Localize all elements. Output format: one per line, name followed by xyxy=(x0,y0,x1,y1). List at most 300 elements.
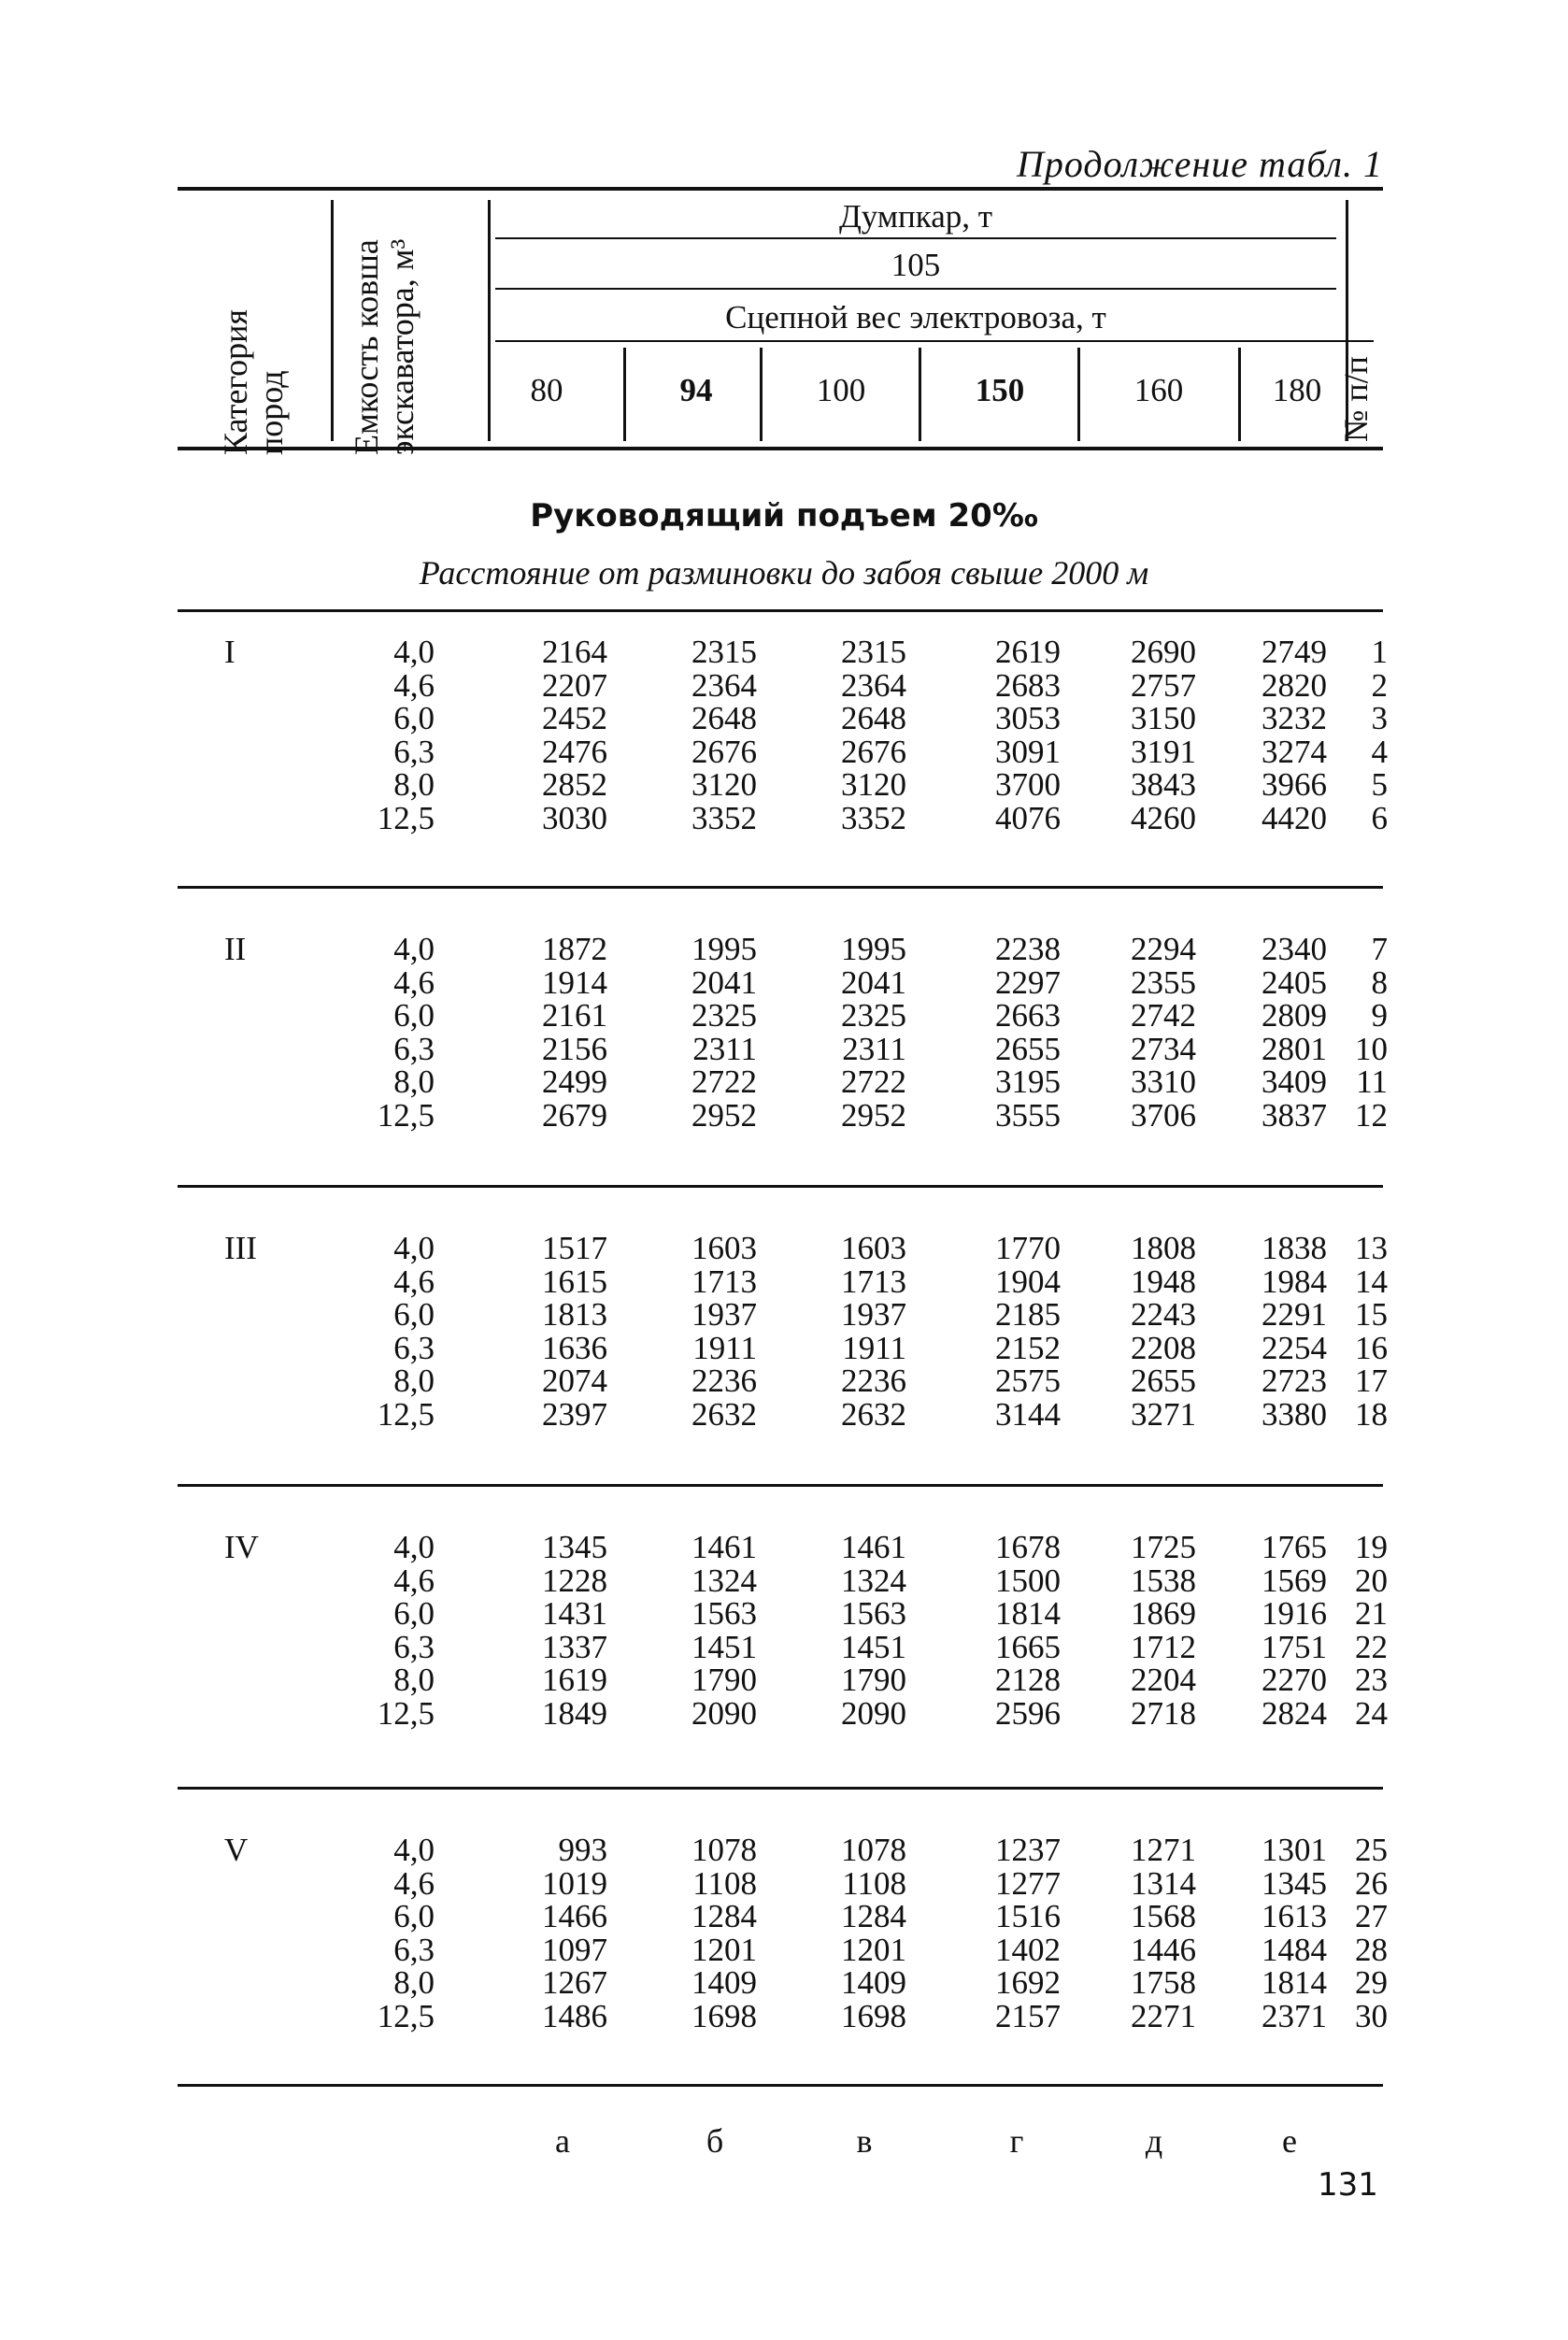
cell-b: 1078 xyxy=(691,1832,757,1868)
cell-g: 1904 xyxy=(995,1263,1061,1300)
cell-v: 1201 xyxy=(841,1932,906,1968)
cell-e: 1984 xyxy=(1262,1263,1327,1300)
table-row xyxy=(0,1966,1568,2000)
cell-a: 2207 xyxy=(542,667,607,704)
bucket-capacity: 6,0 xyxy=(393,700,435,736)
cell-b: 2311 xyxy=(692,1031,757,1067)
cell-e: 3837 xyxy=(1262,1097,1327,1134)
row-number: 14 xyxy=(1355,1263,1388,1300)
bucket-capacity: 4,6 xyxy=(393,964,435,1001)
table-row xyxy=(0,1531,1568,1564)
row-number-header xyxy=(1339,339,1380,442)
section-title: Руководящий подъем 20‰ xyxy=(530,497,1038,535)
cell-v: 1461 xyxy=(841,1529,906,1565)
weight-160: 160 xyxy=(1133,372,1184,408)
table-row xyxy=(0,1265,1568,1299)
column-letter-e: е xyxy=(1282,2122,1297,2160)
cell-a: 1097 xyxy=(542,1932,607,1968)
cell-b: 1563 xyxy=(691,1595,757,1632)
cell-e: 3966 xyxy=(1262,766,1327,803)
cell-a: 1228 xyxy=(542,1562,607,1599)
table-row xyxy=(0,635,1568,669)
row-number: 16 xyxy=(1355,1330,1388,1366)
category-label: V xyxy=(224,1832,249,1868)
cell-d: 2271 xyxy=(1131,1998,1196,2034)
cell-b: 3352 xyxy=(691,800,757,836)
cell-e: 3232 xyxy=(1262,700,1327,736)
bucket-capacity: 4,0 xyxy=(393,634,435,670)
cell-v: 1409 xyxy=(841,1964,906,2001)
cell-g: 2238 xyxy=(995,931,1061,967)
row-number: 21 xyxy=(1355,1595,1388,1632)
continuation-title: Продолжение табл. 1 xyxy=(1016,143,1383,185)
bucket-capacity: 8,0 xyxy=(393,1063,435,1100)
cell-v: 1108 xyxy=(842,1865,906,1902)
cell-e: 2254 xyxy=(1262,1330,1327,1366)
bucket-capacity: 6,3 xyxy=(393,1330,435,1366)
cell-d: 3706 xyxy=(1131,1097,1196,1134)
cell-d: 2718 xyxy=(1131,1695,1196,1732)
row-number: 8 xyxy=(1371,964,1388,1001)
cell-v: 1603 xyxy=(841,1230,906,1266)
column-letter-b: б xyxy=(706,2122,724,2160)
table-row xyxy=(0,669,1568,703)
header-divider xyxy=(488,200,491,441)
cell-v: 2041 xyxy=(841,964,906,1001)
table-row xyxy=(0,933,1568,966)
table-row xyxy=(0,1033,1568,1066)
weight-94: 94 xyxy=(679,372,713,408)
bucket-capacity: 8,0 xyxy=(393,1363,435,1399)
table-row xyxy=(0,1364,1568,1398)
weight-180: 180 xyxy=(1272,372,1322,408)
cell-b: 3120 xyxy=(691,766,757,803)
cell-e: 3274 xyxy=(1262,734,1327,770)
cell-g: 2683 xyxy=(995,667,1061,704)
cell-e: 2291 xyxy=(1262,1296,1327,1333)
header-inner-rule xyxy=(495,288,1336,290)
cell-g: 1814 xyxy=(995,1595,1061,1632)
table-row xyxy=(0,1697,1568,1731)
cell-v: 1563 xyxy=(841,1595,906,1632)
cell-e: 2270 xyxy=(1262,1662,1327,1698)
cell-g: 3091 xyxy=(995,734,1061,770)
cell-v: 2236 xyxy=(841,1363,906,1399)
cell-a: 2852 xyxy=(542,766,607,803)
group-rule xyxy=(178,2084,1383,2087)
cell-d: 4260 xyxy=(1131,800,1196,836)
cell-a: 2161 xyxy=(542,997,607,1034)
cell-e: 2809 xyxy=(1262,997,1327,1034)
cell-v: 3120 xyxy=(841,766,906,803)
cell-b: 1937 xyxy=(691,1296,757,1333)
cell-v: 2311 xyxy=(842,1031,906,1067)
cell-b: 1201 xyxy=(691,1932,757,1968)
cell-v: 1790 xyxy=(841,1662,906,1698)
cell-d: 2757 xyxy=(1131,667,1196,704)
cell-b: 1603 xyxy=(691,1230,757,1266)
bucket-capacity: 6,3 xyxy=(393,1629,435,1665)
bucket-capacity: 12,5 xyxy=(377,1695,435,1732)
cell-d: 3310 xyxy=(1131,1063,1196,1100)
cell-b: 1461 xyxy=(691,1529,757,1565)
row-number: 4 xyxy=(1371,734,1388,770)
cell-b: 1108 xyxy=(692,1865,757,1902)
row-number: 26 xyxy=(1355,1865,1388,1902)
column-letter-v: в xyxy=(856,2122,873,2160)
cell-d: 1271 xyxy=(1131,1832,1196,1868)
row-number: 27 xyxy=(1355,1898,1388,1934)
cell-d: 2243 xyxy=(1131,1296,1196,1333)
group-rule xyxy=(178,1484,1383,1487)
cell-d: 3271 xyxy=(1131,1396,1196,1433)
table-row xyxy=(0,999,1568,1033)
cell-e: 2405 xyxy=(1262,964,1327,1001)
cell-a: 2156 xyxy=(542,1031,607,1067)
table-row xyxy=(0,966,1568,1000)
cell-a: 1431 xyxy=(542,1595,607,1632)
cell-g: 1402 xyxy=(995,1932,1061,1968)
row-number: 13 xyxy=(1355,1230,1388,1266)
column-letter-g: г xyxy=(1009,2122,1024,2160)
cell-v: 1284 xyxy=(841,1898,906,1934)
cell-b: 2952 xyxy=(691,1097,757,1134)
row-number: 12 xyxy=(1355,1097,1388,1134)
table-row xyxy=(0,802,1568,835)
table-row xyxy=(0,1298,1568,1332)
cell-a: 1345 xyxy=(542,1529,607,1565)
cell-a: 2499 xyxy=(542,1063,607,1100)
row-number: 3 xyxy=(1371,700,1388,736)
table-row xyxy=(0,1663,1568,1697)
cell-v: 2676 xyxy=(841,734,906,770)
cell-b: 2632 xyxy=(691,1396,757,1433)
table-row xyxy=(0,1867,1568,1901)
cell-e: 3409 xyxy=(1262,1063,1327,1100)
cell-a: 2164 xyxy=(542,634,607,670)
table-row xyxy=(0,702,1568,735)
bucket-capacity: 6,0 xyxy=(393,997,435,1034)
cell-g: 2152 xyxy=(995,1330,1061,1366)
cell-v: 2325 xyxy=(841,997,906,1034)
cell-g: 1665 xyxy=(995,1629,1061,1665)
cell-b: 1451 xyxy=(691,1629,757,1665)
cell-v: 1324 xyxy=(841,1562,906,1599)
weight-divider xyxy=(919,348,921,441)
cell-a: 1486 xyxy=(542,1998,607,2034)
table-row xyxy=(0,1099,1568,1133)
row-number: 28 xyxy=(1355,1932,1388,1968)
bucket-capacity: 4,6 xyxy=(393,1865,435,1902)
cell-b: 2648 xyxy=(691,700,757,736)
row-number: 6 xyxy=(1371,800,1388,836)
cell-a: 1872 xyxy=(542,931,607,967)
cell-d: 2204 xyxy=(1131,1662,1196,1698)
weight-80: 80 xyxy=(530,372,563,408)
group-rule xyxy=(178,886,1383,889)
category-label: III xyxy=(224,1230,257,1266)
row-number: 22 xyxy=(1355,1629,1388,1665)
cell-e: 1484 xyxy=(1262,1932,1327,1968)
table-row xyxy=(0,1564,1568,1598)
cell-d: 2742 xyxy=(1131,997,1196,1034)
cell-e: 1814 xyxy=(1262,1964,1327,2001)
row-number: 17 xyxy=(1355,1363,1388,1399)
cell-v: 2952 xyxy=(841,1097,906,1134)
cell-v: 1713 xyxy=(841,1263,906,1300)
cell-a: 1267 xyxy=(542,1964,607,2001)
cell-b: 1698 xyxy=(691,1998,757,2034)
cell-e: 1838 xyxy=(1262,1230,1327,1266)
cell-g: 1678 xyxy=(995,1529,1061,1565)
table-row xyxy=(0,1398,1568,1432)
dumpcar-header: Думпкар, т xyxy=(838,198,993,235)
cell-a: 3030 xyxy=(542,800,607,836)
cell-v: 2632 xyxy=(841,1396,906,1433)
cell-a: 1615 xyxy=(542,1263,607,1300)
cell-a: 1019 xyxy=(542,1865,607,1902)
cell-g: 1277 xyxy=(995,1865,1061,1902)
row-number: 18 xyxy=(1355,1396,1388,1433)
cell-d: 2294 xyxy=(1131,931,1196,967)
cell-v: 1937 xyxy=(841,1296,906,1333)
cell-b: 1790 xyxy=(691,1662,757,1698)
cell-b: 2315 xyxy=(691,634,757,670)
cell-d: 1808 xyxy=(1131,1230,1196,1266)
cell-a: 1466 xyxy=(542,1898,607,1934)
cell-b: 1284 xyxy=(691,1898,757,1934)
cell-d: 2208 xyxy=(1131,1330,1196,1366)
cell-d: 3191 xyxy=(1131,734,1196,770)
cell-v: 1995 xyxy=(841,931,906,967)
table-row xyxy=(0,1065,1568,1099)
bucket-capacity: 12,5 xyxy=(377,1998,435,2034)
cell-g: 2297 xyxy=(995,964,1061,1001)
group-rule xyxy=(178,1787,1383,1790)
header-divider xyxy=(331,200,334,441)
cell-d: 1538 xyxy=(1131,1562,1196,1599)
cell-e: 1569 xyxy=(1262,1562,1327,1599)
cell-v: 2648 xyxy=(841,700,906,736)
cell-g: 1516 xyxy=(995,1898,1061,1934)
page-number: 131 xyxy=(1318,2166,1378,2204)
cell-b: 2364 xyxy=(691,667,757,704)
cell-d: 3150 xyxy=(1131,700,1196,736)
cell-a: 2452 xyxy=(542,700,607,736)
category-header-label: Категория пород xyxy=(217,309,290,455)
adhesion-weight-header: Сцепной вес электровоза, т xyxy=(725,299,1106,335)
table-row xyxy=(0,1900,1568,1933)
cell-b: 2236 xyxy=(691,1363,757,1399)
table-row xyxy=(0,1332,1568,1365)
cell-e: 2824 xyxy=(1262,1695,1327,1732)
cell-d: 1725 xyxy=(1131,1529,1196,1565)
bucket-capacity: 4,6 xyxy=(393,1263,435,1300)
cell-d: 2655 xyxy=(1131,1363,1196,1399)
cell-a: 2074 xyxy=(542,1363,607,1399)
category-label: II xyxy=(224,931,247,967)
cell-g: 2655 xyxy=(995,1031,1061,1067)
cell-g: 2157 xyxy=(995,1998,1061,2034)
row-number: 1 xyxy=(1371,634,1388,670)
cell-g: 3053 xyxy=(995,700,1061,736)
table-row xyxy=(0,1232,1568,1265)
row-number: 23 xyxy=(1355,1662,1388,1698)
cell-v: 1911 xyxy=(842,1330,906,1366)
cell-g: 2575 xyxy=(995,1363,1061,1399)
row-number-header-label: № п/п xyxy=(1337,356,1375,442)
cell-a: 2397 xyxy=(542,1396,607,1433)
cell-d: 2734 xyxy=(1131,1031,1196,1067)
cell-v: 3352 xyxy=(841,800,906,836)
cell-g: 1500 xyxy=(995,1562,1061,1599)
row-number: 11 xyxy=(1356,1063,1388,1100)
cell-b: 1995 xyxy=(691,931,757,967)
cell-e: 2801 xyxy=(1262,1031,1327,1067)
cell-e: 1301 xyxy=(1262,1832,1327,1868)
cell-d: 1758 xyxy=(1131,1964,1196,2001)
cell-a: 1813 xyxy=(542,1296,607,1333)
bucket-capacity: 4,0 xyxy=(393,1230,435,1266)
bucket-capacity: 4,6 xyxy=(393,1562,435,1599)
weight-divider xyxy=(760,348,763,441)
header-inner-rule xyxy=(495,340,1374,342)
cell-e: 1765 xyxy=(1262,1529,1327,1565)
bucket-capacity: 6,0 xyxy=(393,1595,435,1632)
dumpcar-value: 105 xyxy=(891,247,941,283)
cell-d: 1948 xyxy=(1131,1263,1196,1300)
cell-d: 1568 xyxy=(1131,1898,1196,1934)
bucket-capacity: 6,0 xyxy=(393,1296,435,1333)
table-row xyxy=(0,735,1568,769)
cell-e: 1751 xyxy=(1262,1629,1327,1665)
cell-a: 993 xyxy=(558,1832,607,1868)
weight-150: 150 xyxy=(975,372,1025,408)
row-number: 2 xyxy=(1371,667,1388,704)
column-letter-d: д xyxy=(1145,2122,1163,2160)
cell-b: 2676 xyxy=(691,734,757,770)
capacity-header xyxy=(349,221,464,455)
cell-g: 3144 xyxy=(995,1396,1061,1433)
cell-g: 3555 xyxy=(995,1097,1061,1134)
row-number: 29 xyxy=(1355,1964,1388,2001)
row-number: 10 xyxy=(1355,1031,1388,1067)
cell-v: 1078 xyxy=(841,1832,906,1868)
cell-g: 1692 xyxy=(995,1964,1061,2001)
cell-e: 2371 xyxy=(1262,1998,1327,2034)
cell-d: 3843 xyxy=(1131,766,1196,803)
cell-a: 1517 xyxy=(542,1230,607,1266)
bucket-capacity: 12,5 xyxy=(377,800,435,836)
weight-divider xyxy=(1077,348,1080,441)
cell-b: 1713 xyxy=(691,1263,757,1300)
cell-a: 2476 xyxy=(542,734,607,770)
row-number: 9 xyxy=(1371,997,1388,1034)
row-number: 25 xyxy=(1355,1832,1388,1868)
cell-d: 1869 xyxy=(1131,1595,1196,1632)
cell-b: 1324 xyxy=(691,1562,757,1599)
bucket-capacity: 8,0 xyxy=(393,766,435,803)
cell-b: 2325 xyxy=(691,997,757,1034)
cell-b: 2041 xyxy=(691,964,757,1001)
cell-a: 2679 xyxy=(542,1097,607,1134)
cell-g: 4076 xyxy=(995,800,1061,836)
row-number: 7 xyxy=(1371,931,1388,967)
cell-b: 2090 xyxy=(691,1695,757,1732)
section-subtitle: Расстояние от разминовки до забоя свыше 2000 м xyxy=(419,554,1149,592)
weight-divider xyxy=(1238,348,1241,441)
cell-g: 1237 xyxy=(995,1832,1061,1868)
cell-d: 1712 xyxy=(1131,1629,1196,1665)
cell-e: 2340 xyxy=(1262,931,1327,967)
bucket-capacity: 4,0 xyxy=(393,1832,435,1868)
cell-e: 4420 xyxy=(1262,800,1327,836)
cell-a: 1619 xyxy=(542,1662,607,1698)
table-row xyxy=(0,768,1568,802)
row-number: 30 xyxy=(1355,1998,1388,2034)
cell-d: 1314 xyxy=(1131,1865,1196,1902)
cell-e: 1345 xyxy=(1262,1865,1327,1902)
cell-v: 1698 xyxy=(841,1998,906,2034)
cell-a: 1636 xyxy=(542,1330,607,1366)
column-letter-a: а xyxy=(555,2122,570,2160)
cell-e: 1916 xyxy=(1262,1595,1327,1632)
cell-g: 3700 xyxy=(995,766,1061,803)
cell-v: 1451 xyxy=(841,1629,906,1665)
cell-g: 2619 xyxy=(995,634,1061,670)
cell-g: 3195 xyxy=(995,1063,1061,1100)
weight-divider xyxy=(623,348,626,441)
cell-e: 2723 xyxy=(1262,1363,1327,1399)
cell-g: 2663 xyxy=(995,997,1061,1034)
row-number: 24 xyxy=(1355,1695,1388,1732)
bucket-capacity: 8,0 xyxy=(393,1964,435,2001)
table-row xyxy=(0,1631,1568,1664)
cell-d: 1446 xyxy=(1131,1932,1196,1968)
cell-g: 2128 xyxy=(995,1662,1061,1698)
bucket-capacity: 6,0 xyxy=(393,1898,435,1934)
bucket-capacity: 6,3 xyxy=(393,1932,435,1968)
bucket-capacity: 12,5 xyxy=(377,1396,435,1433)
table-row xyxy=(0,1833,1568,1867)
bucket-capacity: 4,0 xyxy=(393,931,435,967)
cell-e: 2749 xyxy=(1262,634,1327,670)
row-number: 20 xyxy=(1355,1562,1388,1599)
category-header xyxy=(218,221,292,455)
cell-a: 1337 xyxy=(542,1629,607,1665)
cell-g: 1770 xyxy=(995,1230,1061,1266)
cell-a: 1914 xyxy=(542,964,607,1001)
cell-b: 1911 xyxy=(692,1330,757,1366)
table-row xyxy=(0,2000,1568,2033)
bucket-capacity: 8,0 xyxy=(393,1662,435,1698)
cell-v: 2722 xyxy=(841,1063,906,1100)
cell-d: 2690 xyxy=(1131,634,1196,670)
bucket-capacity: 12,5 xyxy=(377,1097,435,1134)
category-label: I xyxy=(224,634,235,670)
cell-v: 2315 xyxy=(841,634,906,670)
cell-g: 2185 xyxy=(995,1296,1061,1333)
cell-g: 2596 xyxy=(995,1695,1061,1732)
category-label: IV xyxy=(224,1529,259,1565)
table-row xyxy=(0,1597,1568,1631)
cell-v: 2364 xyxy=(841,667,906,704)
header-top-rule xyxy=(178,187,1383,191)
cell-a: 1849 xyxy=(542,1695,607,1732)
group-rule xyxy=(178,609,1383,612)
cell-e: 3380 xyxy=(1262,1396,1327,1433)
weight-100: 100 xyxy=(816,372,866,408)
